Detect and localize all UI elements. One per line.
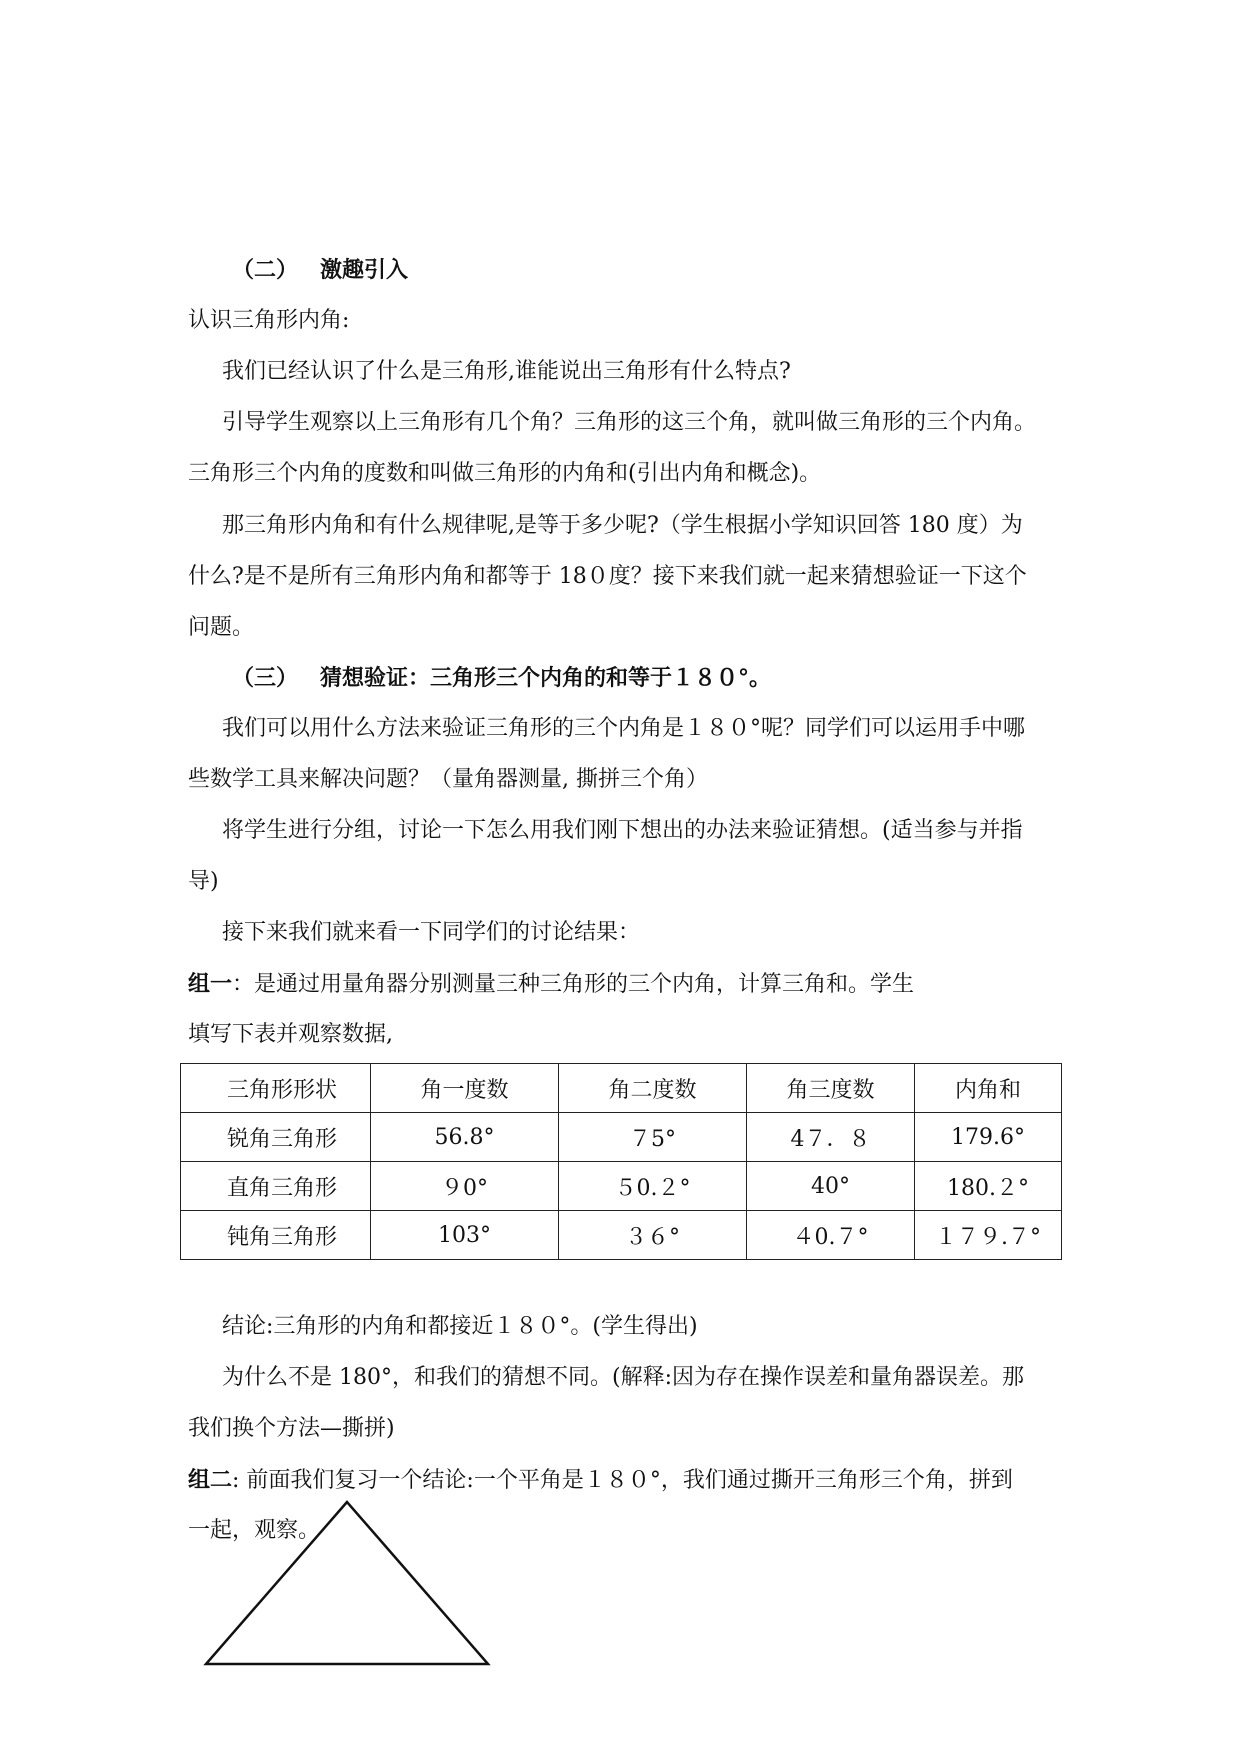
group-text: ：是通过用量角器分别测量三种三角形的三个内角，计算三角和。学生	[232, 972, 915, 997]
table-header-row	[181, 1064, 1062, 1113]
table-cell: 103°	[371, 1211, 559, 1260]
paragraph: 引导学生观察以上三角形有几个角？三角形的这三个角，就叫做三角形的三个内角。	[222, 410, 1037, 435]
group-label: 组一	[188, 971, 233, 997]
header-cell: 角三度数	[747, 1064, 915, 1113]
table-row	[181, 1211, 1062, 1260]
paragraph: 一起，观察。	[188, 1518, 321, 1543]
paragraph: 填写下表并观察数据,	[188, 1022, 393, 1047]
section-number: （二）	[232, 257, 299, 283]
table-cell: 56.8°	[371, 1113, 559, 1162]
section-title: 激趣引入	[320, 257, 409, 283]
paragraph: 问题。	[188, 615, 255, 640]
paragraph: 导)	[188, 869, 219, 894]
paragraph: 什么?是不是所有三角形内角和都等于 18０度？接下来我们就一起来猜想验证一下这个	[188, 564, 1027, 589]
table-cell: 179.6°	[915, 1113, 1062, 1162]
header-cell: 内角和	[915, 1064, 1062, 1113]
table-cell: 锐角三角形	[181, 1113, 371, 1162]
table-cell: ４0.７°	[747, 1211, 915, 1260]
table-cell: 钝角三角形	[181, 1211, 371, 1260]
paragraph: 结论:三角形的内角和都接近１８０°。(学生得出)	[222, 1314, 698, 1339]
paragraph: 我们可以用什么方法来验证三角形的三个内角是１８０°呢？同学们可以运用手中哪	[222, 716, 1026, 741]
table-cell: ３６°	[559, 1211, 747, 1260]
group-two-paragraph	[188, 1465, 1013, 1496]
section-number: （三）	[232, 665, 299, 691]
paragraph: 些数学工具来解决问题？（量角器测量, 撕拼三个角）	[188, 767, 708, 792]
table-cell: 180.２°	[915, 1162, 1062, 1211]
table-cell: ７5°	[559, 1113, 747, 1162]
table-cell: 直角三角形	[181, 1162, 371, 1211]
section-title: 猜想验证：三角形三个内角的和等于１８０°。	[320, 665, 772, 691]
table-cell: 40°	[747, 1162, 915, 1211]
paragraph: 将学生进行分组，讨论一下怎么用我们刚下想出的办法来验证猜想。(适当参与并指	[222, 818, 1023, 843]
paragraph: 认识三角形内角:	[188, 308, 350, 333]
group-one-paragraph	[188, 969, 914, 1000]
table-cell: 4７．８	[747, 1113, 915, 1162]
table-cell: １７９.７°	[915, 1211, 1062, 1260]
triangle-shape	[206, 1502, 488, 1664]
triangle-figure	[200, 1500, 500, 1670]
paragraph: 为什么不是 180°，和我们的猜想不同。(解释:因为存在操作误差和量角器误差。那	[222, 1365, 1024, 1390]
header-cell: 角二度数	[559, 1064, 747, 1113]
table-row	[181, 1113, 1062, 1162]
table-cell: ５0.２°	[559, 1162, 747, 1211]
group-label: 组二	[188, 1467, 233, 1493]
paragraph: 我们换个方法—撕拼)	[188, 1416, 395, 1441]
paragraph: 接下来我们就来看一下同学们的讨论结果：	[222, 920, 641, 945]
header-cell: 角一度数	[371, 1064, 559, 1113]
table-row	[181, 1162, 1062, 1211]
angle-measurement-table	[180, 1063, 1062, 1260]
paragraph: 那三角形内角和有什么规律呢,是等于多少呢?（学生根据小学知识回答 180 度）为	[222, 513, 1023, 538]
header-cell: 三角形形状	[181, 1064, 371, 1113]
table-cell: ９0°	[371, 1162, 559, 1211]
group-text: : 前面我们复习一个结论:一个平角是１８０°，我们通过撕开三角形三个角，拼到	[232, 1468, 1013, 1493]
paragraph: 我们已经认识了什么是三角形,谁能说出三角形有什么特点?	[222, 359, 791, 384]
paragraph: 三角形三个内角的度数和叫做三角形的内角和(引出内角和概念)。	[188, 461, 822, 486]
